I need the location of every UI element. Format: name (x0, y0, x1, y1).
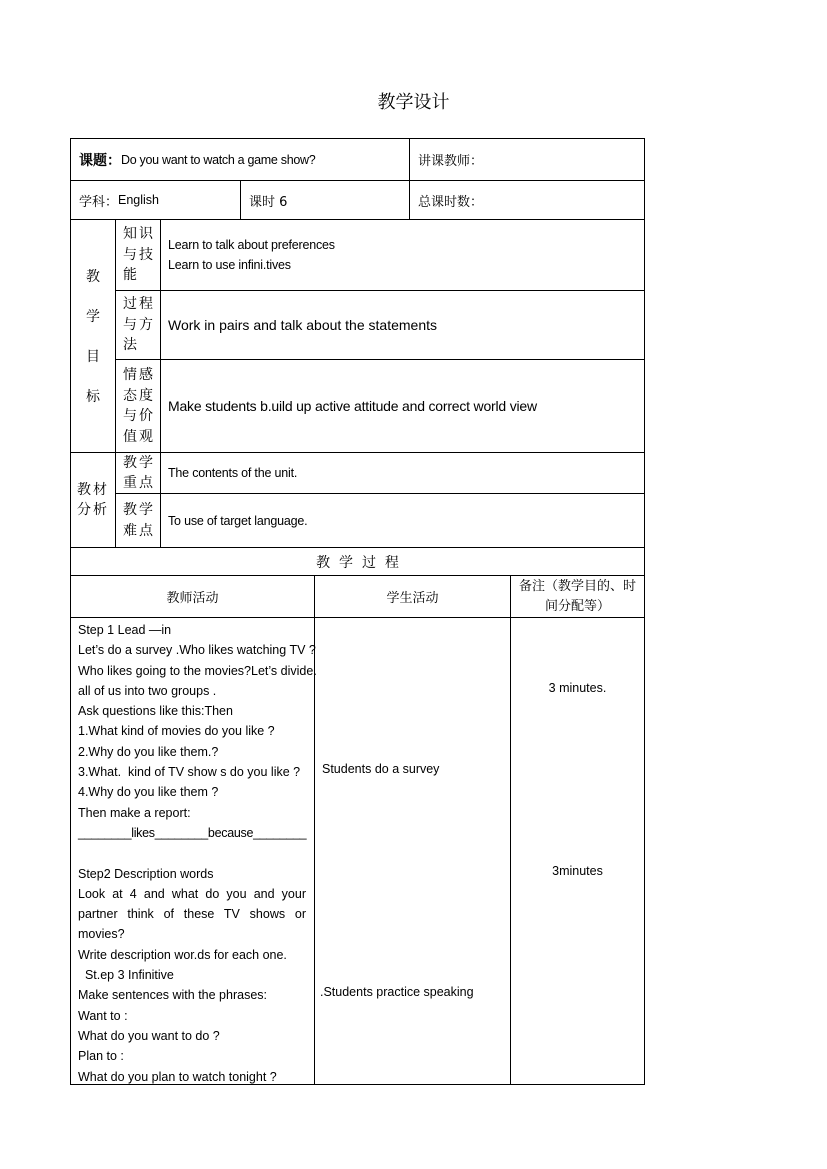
teacher-activity-body (70, 617, 315, 1085)
label-line: 情感 (123, 367, 155, 383)
process-text: Work in pairs and talk about the statements (168, 317, 437, 333)
emotion-content (160, 359, 645, 453)
subject-cell (70, 180, 241, 220)
difficulty-label (115, 493, 161, 548)
period-cell (240, 180, 410, 220)
knowledge-label (115, 219, 161, 291)
teacher-line: What do you want to do ? (78, 1028, 220, 1043)
teacher-line: Step2 Description words (78, 866, 214, 881)
topic-cell (70, 138, 410, 181)
teacher-activity-header: 教师活动 (70, 575, 315, 618)
label-line: 教学 (123, 502, 155, 518)
notes-header-line: 间分配等） (544, 598, 610, 614)
difficulty-content (160, 493, 645, 548)
teacher-line (78, 843, 306, 863)
label-line: 法 (123, 337, 139, 354)
teacher-line: all of us into two groups . (78, 683, 217, 698)
teacher-line: partner think of these TV shows or (78, 907, 306, 922)
teacher-line: Who likes going to the movies?Let’s divide. (78, 663, 317, 678)
teacher-line: Plan to : (78, 1049, 124, 1064)
teacher-line: Then make a report: (78, 805, 191, 820)
key-point-text: The contents of the unit. (168, 466, 298, 480)
group-line: 教材 (77, 481, 109, 498)
label-line: 知识 (123, 226, 155, 243)
student-activity-1: Students do a survey (322, 762, 440, 776)
emotion-text: Make students b.uild up active attitude and correct world view (168, 398, 537, 414)
process-label (115, 290, 161, 360)
key-point-content (160, 452, 645, 494)
notes-header-line: 备注（教学目的、时 (518, 578, 636, 594)
note-2: 3minutes (552, 864, 603, 878)
label-line: 难点 (123, 522, 155, 539)
teacher-line: ________likes________because________ (78, 825, 307, 840)
label-line: 与价 (123, 408, 155, 424)
note-1: 3 minutes. (548, 681, 607, 695)
label-line: 与方 (123, 316, 155, 333)
teacher-line: St.ep 3 Infinitive (78, 968, 174, 983)
label-line: 过程 (123, 296, 155, 313)
teacher-label: 讲课教师： (418, 154, 484, 169)
student-activity-header: 学生活动 (314, 575, 511, 618)
label-line: 能 (123, 267, 139, 284)
teacher-line: Look at 4 and what do you and your (78, 886, 306, 901)
teacher-line: 4.Why do you like them ? (78, 785, 219, 800)
total-periods-cell (409, 180, 645, 220)
objectives-group-label (70, 219, 116, 453)
knowledge-line: Learn to use infini.tives (168, 258, 291, 272)
teacher-line: Write description wor.ds for each one. (78, 947, 287, 962)
teacher-line: Make sentences with the phrases: (78, 988, 267, 1003)
teacher-line: Step 1 Lead —in (78, 623, 172, 637)
label-line: 态度 (123, 387, 155, 404)
topic-label: 课题： (79, 152, 121, 169)
subject-value: English (118, 193, 160, 207)
process-content (160, 290, 645, 360)
label-line: 教学 (123, 454, 155, 471)
notes-header (510, 575, 645, 618)
period-label: 课时 6 (249, 194, 288, 210)
group-char: 目 (86, 349, 100, 365)
student-activity-2: .Students practice speaking (320, 985, 474, 999)
difficulty-text: To use of target language. (168, 513, 308, 528)
knowledge-content (160, 219, 645, 291)
analysis-group-label (70, 452, 116, 548)
emotion-label (115, 359, 161, 453)
label-line: 重点 (123, 475, 155, 491)
notes-body (510, 617, 645, 1085)
total-periods-label: 总课时数： (418, 194, 484, 210)
group-line: 分析 (77, 502, 109, 518)
label-line: 值观 (123, 428, 155, 445)
teacher-cell (409, 138, 645, 181)
knowledge-line: Learn to talk about preferences (168, 238, 335, 252)
teacher-line: 1.What kind of movies do you like ? (78, 724, 275, 739)
teacher-line: What do you plan to watch tonight ? (78, 1069, 277, 1084)
teacher-line: Want to : (78, 1008, 128, 1023)
key-point-label (115, 452, 161, 494)
label-line: 与技 (123, 246, 155, 263)
student-activity-body (314, 617, 511, 1085)
teacher-line: Let’s do a survey .Who likes watching TV ? (78, 643, 316, 658)
group-char: 学 (86, 309, 100, 325)
teacher-line: movies? (78, 927, 125, 942)
process-section-title: 教 学 过 程 (70, 547, 645, 576)
group-char: 标 (86, 389, 100, 405)
teacher-line: Ask questions like this:Then (78, 704, 233, 719)
page-title: 教学设计 (377, 92, 450, 113)
subject-label: 学科： (79, 194, 119, 210)
teacher-line: 2.Why do you like them.? (78, 744, 219, 759)
group-char: 教 (86, 269, 100, 285)
teacher-line: 3.What. kind of TV show s do you like ? (78, 765, 301, 780)
topic-value: Do you want to watch a game show? (121, 152, 316, 167)
